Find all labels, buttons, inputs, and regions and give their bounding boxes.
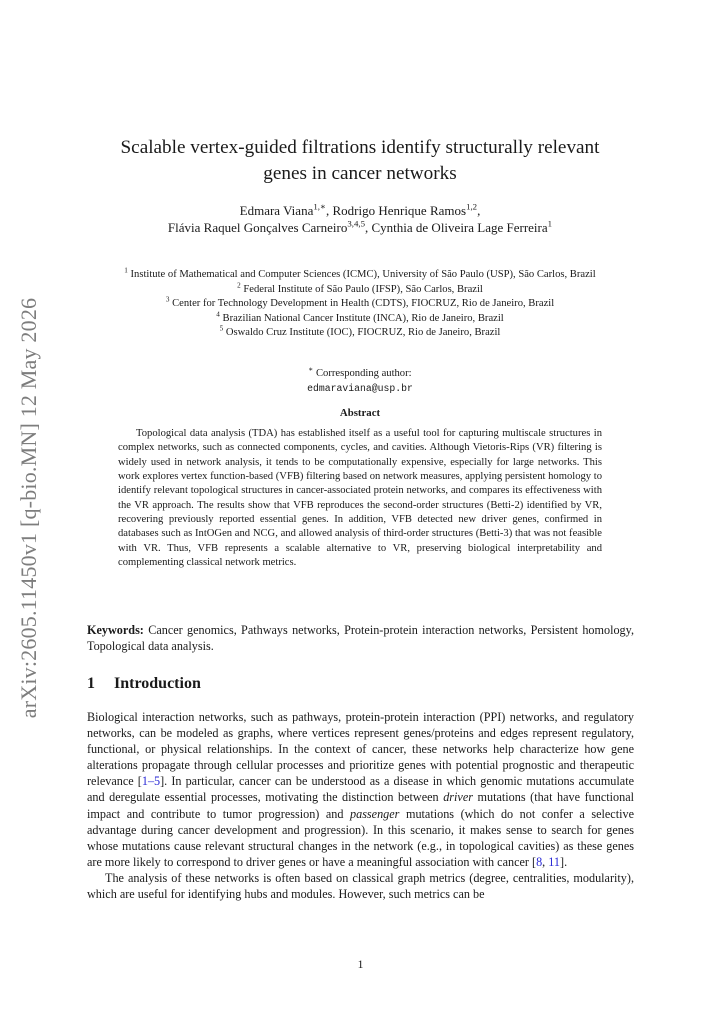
title-line-1: Scalable vertex-guided filtrations identify structurally relevant bbox=[120, 137, 600, 158]
intro-text: mutations (that have functional impact and contribute to tumor progression) and bbox=[87, 790, 634, 821]
page-number: 1 bbox=[357, 957, 364, 971]
abstract-heading: Abstract bbox=[339, 407, 381, 419]
corresponding-email[interactable]: edmaraviana@usp.br bbox=[307, 383, 413, 394]
intro-paragraph-1 bbox=[87, 709, 634, 870]
citation-link[interactable]: 11 bbox=[548, 854, 561, 869]
section-heading bbox=[87, 675, 634, 693]
section-number: 1 bbox=[87, 675, 95, 692]
arxiv-stamp bbox=[14, 275, 44, 740]
keywords bbox=[87, 622, 634, 654]
citation-link[interactable]: 1–5 bbox=[141, 774, 161, 789]
citation-separator: , bbox=[542, 854, 549, 869]
section-title: Introduction bbox=[114, 675, 201, 692]
author-affil-mark: 1,2 bbox=[466, 201, 478, 212]
affiliation-item bbox=[95, 268, 625, 283]
corresponding-author bbox=[70, 366, 650, 396]
intro-text: ]. bbox=[560, 854, 568, 869]
affiliation-text: Institute of Mathematical and Computer Sciences (ICMC), University of São Paulo (USP), São Carlos, Brazil bbox=[130, 269, 596, 280]
corresponding-mark: ∗ bbox=[308, 365, 314, 374]
abstract-body: Topological data analysis (TDA) has established itself as a useful tool for capturing multiscale structures in complex networks, such as connected components, cycles, and cavities. Although Vietoris-Rips (VR) filtering is widely used in network analysis, it tends to be computationally expensive, especially for large networks. This work explores vertex function-based (VFB) filtering based on network measures, applying persistent homology to identify relevant topological structures in cancer-associated protein networks, and compares its effectiveness with the VR approach. The results show that VFB reproduces the second-order structures (Betti-2) identified by VR, recovering previously reported essential genes. In addition, VFB detected new driver genes, confirmed in databases such as IntOGen and NCG, and allowed analysis of third-order structures (Betti-3) that was not feasible with VR. Thus, VFB represents a scalable alternative to VR, preserving biological interpretability and complementing classical network metrics. bbox=[118, 428, 602, 569]
affiliation-number: 2 bbox=[237, 281, 241, 290]
corresponding-label-line bbox=[70, 366, 650, 381]
affiliation-number: 3 bbox=[165, 295, 170, 304]
emphasis-passenger: passenger bbox=[350, 806, 400, 821]
author-affil-mark: 3,4,5 bbox=[347, 218, 365, 229]
author-name: Edmara Viana bbox=[239, 203, 314, 218]
emphasis-driver: driver bbox=[443, 790, 473, 805]
author-list bbox=[70, 202, 650, 236]
intro-text: ]. In particular, cancer can be understood as a disease in which genomic mutations accumulate and deregulate essential processes, motivating the distinction between bbox=[87, 774, 634, 805]
affiliation-text: Center for Technology Development in Health (CDTS), FIOCRUZ, Rio de Janeiro, Brazil bbox=[172, 298, 555, 310]
affiliation-text: Brazilian National Cancer Institute (INCA), Rio de Janeiro, Brazil bbox=[222, 312, 504, 324]
affiliation-text: Oswaldo Cruz Institute (IOC), FIOCRUZ, Rio de Janeiro, Brazil bbox=[225, 327, 501, 339]
affiliation-number: 1 bbox=[124, 266, 128, 275]
corresponding-label: Corresponding author: bbox=[315, 368, 412, 379]
author-line-1: Edmara Viana$^{1,∗}$, Rodrigo Henrique Ramos$^{1,2}$, bbox=[239, 201, 481, 218]
author-name: Rodrigo Henrique Ramos bbox=[332, 203, 467, 218]
author-name: Cynthia de Oliveira Lage Ferreira bbox=[371, 220, 548, 235]
affiliation-number: 4 bbox=[216, 310, 220, 319]
citation-link[interactable]: 8 bbox=[536, 854, 543, 869]
introduction-body bbox=[87, 709, 634, 902]
author-affil-mark: 1 bbox=[547, 218, 553, 229]
author-affil-mark: 1,∗ bbox=[313, 201, 326, 212]
affiliation-list bbox=[95, 268, 625, 341]
paper-title bbox=[70, 135, 650, 187]
affiliation-item bbox=[95, 297, 625, 312]
affiliation-item bbox=[95, 312, 625, 327]
intro-text: Biological interaction networks, such as pathways, protein-protein interaction (PPI) networks, and regulatory networks, can be modeled as graphs, where vertices represent genes/proteins and edges represent regulatory, functional, or physical relationships. In the context of cancer, these networks help characterize how gene alterations propagate through cellular processes and prioritize genes with potential prognostic and therapeutic relevance [ bbox=[87, 710, 634, 789]
title-line-2: genes in cancer networks bbox=[263, 163, 457, 184]
intro-paragraph-2: The analysis of these networks is often based on classical graph metrics (degree, centralities, modularity), which are useful for identifying hubs and modules. However, such metrics can be bbox=[87, 870, 634, 902]
affiliation-text: Federal Institute of São Paulo (IFSP), São Carlos, Brazil bbox=[243, 283, 483, 295]
intro-text: mutations (which do not confer a selective advantage during cancer development and progression). In this scenario, it makes sense to search for genes whose mutations cause relevant structural changes in the network (e.g., in topological cavities) as these genes are more likely to correspond to driver genes or have a meaningful association with cancer [ bbox=[87, 806, 634, 869]
affiliation-number: 5 bbox=[219, 324, 224, 333]
affiliation-item bbox=[95, 283, 625, 298]
author-line-2: Flávia Raquel Gonçalves Carneiro$^{3,4,5}$, Cynthia de Oliveira Lage Ferreira$^1$ bbox=[167, 218, 553, 235]
author-name: Flávia Raquel Gonçalves Carneiro bbox=[167, 220, 348, 235]
keywords-label: Keywords: bbox=[87, 623, 144, 637]
arxiv-identifier: arXiv:2605.11450v1 [q-bio.MN] 12 May 2026 bbox=[16, 297, 41, 718]
affiliation-item bbox=[95, 326, 625, 341]
keywords-text: Cancer genomics, Pathways networks, Protein-protein interaction networks, Persistent homology, Topological data analysis. bbox=[87, 623, 634, 653]
